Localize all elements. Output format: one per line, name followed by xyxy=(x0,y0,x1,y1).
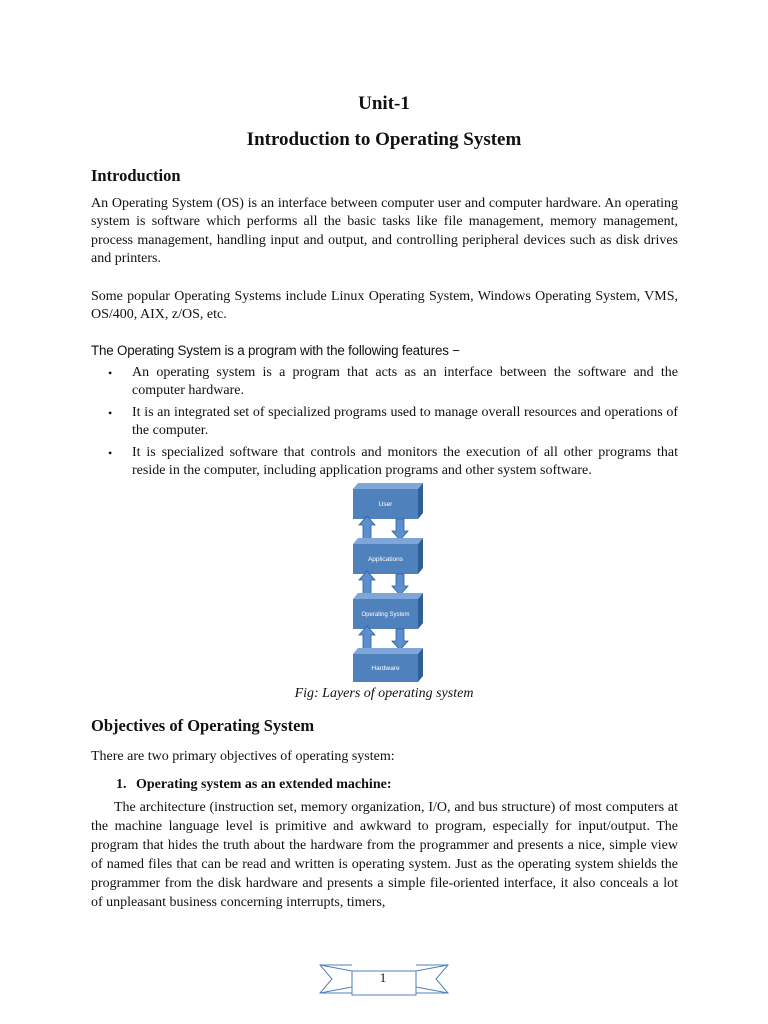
feature-text: An operating system is a program that acts as an interface between the software and the computer hardware. xyxy=(132,365,678,398)
arrow-down-icon xyxy=(392,574,408,595)
introduction-heading: Introduction xyxy=(91,166,181,185)
layer-hardware xyxy=(353,648,423,682)
objectives-heading: Objectives of Operating System xyxy=(91,716,315,735)
layer-operating-system xyxy=(353,593,423,629)
arrow-down-icon xyxy=(392,629,408,650)
bullet-icon: • xyxy=(108,366,113,380)
os-layers-diagram xyxy=(350,480,430,685)
objectives-intro: There are two primary objectives of operating system: xyxy=(91,749,395,764)
bullet-icon: • xyxy=(108,446,113,460)
page-number: 1 xyxy=(379,970,387,985)
objective-1-body: The architecture (instruction set, memory organization, I/O, and bus structure) of most computers at the machine language level is primitive and awkward to program, especially for input/output. The program that hides the truth about the hardware from the programmer and presents a nice, simple view of named files that can be read and written is operating system. Just as the operating system shields the programmer from the disk hardware and presents a simple file-oriented interface, it also conceals a lot of unpleasant business concerning interrupts, timers, xyxy=(91,800,678,910)
objective-1-title xyxy=(116,777,392,793)
layer-applications xyxy=(353,538,423,574)
objective-1-number: 1. xyxy=(116,777,127,792)
introduction-paragraph-1: An Operating System (OS) is an interface between computer user and computer hardware. An operating system is software which performs all the basic tasks like file management, memory management, process management, handling input and output, and controlling peripheral devices such as disk drives and printers. xyxy=(91,196,678,266)
layer-hardware-label: Hardware xyxy=(371,665,400,672)
unit-title: Unit-1 xyxy=(358,93,410,114)
layer-user xyxy=(353,483,423,519)
introduction-paragraph-2: Some popular Operating Systems include Linux Operating System, Windows Operating System, VMS, OS/400, AIX, z/OS, etc. xyxy=(91,289,678,323)
layer-operating-system-label: Operating System xyxy=(361,612,410,618)
layer-user-label: User xyxy=(378,501,393,508)
figure-caption: Fig: Layers of operating system xyxy=(294,686,474,701)
list-item xyxy=(108,404,678,440)
list-item xyxy=(108,444,678,480)
arrow-down-icon xyxy=(392,519,408,540)
bullet-icon: • xyxy=(108,406,113,420)
list-item xyxy=(108,364,678,400)
page-title: Introduction to Operating System xyxy=(246,129,522,150)
feature-text: It is an integrated set of specialized programs used to manage overall resources and operations of the computer. xyxy=(132,405,678,438)
features-list xyxy=(108,364,678,484)
arrow-up-icon xyxy=(359,516,375,540)
feature-text: It is specialized software that controls and monitors the execution of all other programs that reside in the computer, including application programs and other system software. xyxy=(132,445,678,478)
layer-applications-label: Applications xyxy=(367,556,404,563)
arrow-up-icon xyxy=(359,571,375,595)
features-intro: The Operating System is a program with the following features − xyxy=(91,343,460,358)
arrow-up-icon xyxy=(359,626,375,650)
objective-1-title-text: Operating system as an extended machine: xyxy=(136,777,392,792)
